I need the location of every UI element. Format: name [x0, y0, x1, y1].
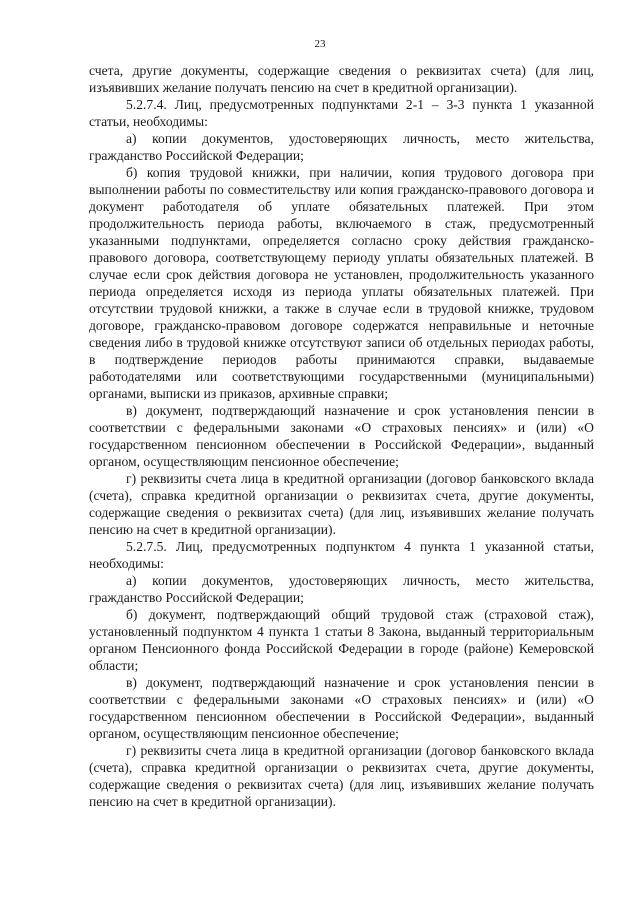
page-number: 23	[314, 38, 326, 50]
paragraph-item-b: б) документ, подтверждающий общий трудовой стаж (страховой стаж), установленный подпунктом 4 пункта 1 статьи 8 Закона, выданный территориальным органом Пенсионного фонда Российской Федерации в городе (районе) Кемеровской области;	[89, 607, 594, 673]
paragraph-item-a: а) копии документов, удостоверяющих личность, место жительства, гражданство Российской Федерации;	[89, 573, 594, 605]
paragraph-item-a: а) копии документов, удостоверяющих личность, место жительства, гражданство Российской Федерации;	[89, 131, 594, 163]
paragraph-5-2-7-4: 5.2.7.4. Лиц, предусмотренных подпунктами 2-1 – 3-3 пункта 1 указанной статьи, необходимы:	[89, 97, 594, 129]
paragraph-item-g: г) реквизиты счета лица в кредитной организации (договор банковского вклада (счета), справка кредитной организации о реквизитах счета, другие документы, содержащие сведения о реквизитах счета) (для лиц, изъявивших желание получать пенсию на счет в кредитной организации).	[89, 743, 594, 809]
paragraph-item-b: б) копия трудовой книжки, при наличии, копия трудового договора при выполнении работы по совместительству или копия гражданско-правового договора и документ работодателя об уплате обязательных платежей. При этом продолжительность периода работы, включаемого в стаж, предусмотренный указанными подпунктами, определяется согласно сроку действия гражданско-правового договора, соответствующему периоду уплаты обязательных платежей. В случае если срок действия договора не установлен, продолжительность указанного периода определяется исходя из периода уплаты обязательных платежей. При отсутствии трудовой книжки, а также в случае если в трудовой книжке, трудовом договоре, гражданско-правовом договоре содержатся неправильные и неточные сведения либо в трудовой книжке отсутствуют записи об отдельных периодах работы, в подтверждение периодов работы принимаются справки, выдаваемые работодателями или соответствующими государственными (муниципальными) органами, выписки из приказов, архивные справки;	[89, 165, 594, 401]
paragraph-5-2-7-5: 5.2.7.5. Лиц, предусмотренных подпунктом 4 пункта 1 указанной статьи, необходимы:	[89, 539, 594, 571]
paragraph-item-v: в) документ, подтверждающий назначение и срок установления пенсии в соответствии с федеральными законами «О страховых пенсиях» и (или) «О государственном пенсионном обеспечении в Российской Федерации», выданный органом, осуществляющим пенсионное обеспечение;	[89, 675, 594, 741]
document-body	[89, 62, 594, 810]
paragraph-item-v: в) документ, подтверждающий назначение и срок установления пенсии в соответствии с федеральными законами «О страховых пенсиях» и (или) «О государственном пенсионном обеспечении в Российской Федерации», выданный органом, осуществляющим пенсионное обеспечение;	[89, 403, 594, 469]
paragraph-continuation: счета, другие документы, содержащие сведения о реквизитах счета) (для лиц, изъявивших желание получать пенсию на счет в кредитной организации).	[89, 63, 594, 95]
paragraph-item-g: г) реквизиты счета лица в кредитной организации (договор банковского вклада (счета), справка кредитной организации о реквизитах счета, другие документы, содержащие сведения о реквизитах счета) (для лиц, изъявивших желание получать пенсию на счет в кредитной организации).	[89, 471, 594, 537]
